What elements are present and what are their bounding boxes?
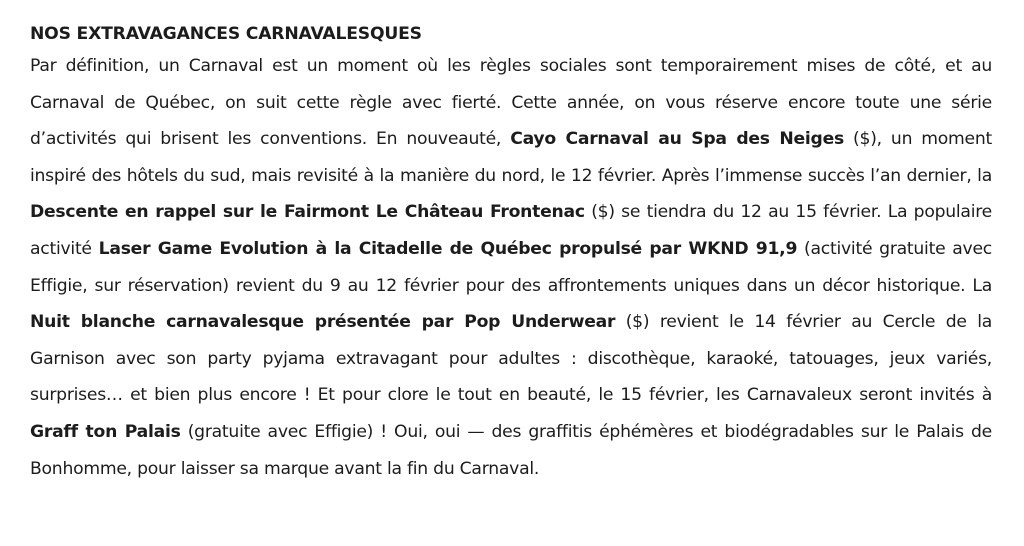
event-name-descente-rappel: Descente en rappel sur le Fairmont Le Château Frontenac <box>30 202 585 223</box>
event-name-laser-game: Laser Game Evolution à la Citadelle de Québec propulsé par WKND 91,9 <box>98 238 798 259</box>
section-heading: NOS EXTRAVAGANCES CARNAVALESQUES <box>30 24 422 44</box>
event-name-nuit-blanche: Nuit blanche carnavalesque présentée par Pop Underwear <box>30 312 616 333</box>
paragraph-text: ($), un moment inspiré des hôtels du sud, mais revisité à la manière du nord, le 12 février. Après l’immense succès l’an dernier, la <box>30 129 992 186</box>
paragraph-text: (gratuite avec Effigie) ! Oui, oui — des graffitis éphémères et biodégradables sur le Palais de Bonhomme, pour laisser sa marque avant la fin du Carnaval. <box>30 421 992 479</box>
article-section <box>30 20 992 487</box>
paragraph-text: ($) se tiendra du 12 au 15 février. La populaire activité <box>30 202 992 259</box>
paragraph-text: (activité gratuite avec Effigie, sur réservation) revient du 9 au 12 février pour des affrontements uniques dans un décor historique. La <box>30 238 993 296</box>
paragraph-text: ($) revient le 14 février au Cercle de la Garnison avec son party pyjama extravagant pour adultes : discothèque, karaoké, tatouages, jeux variés, surprises… et bien plus encore ! Et pour clore le tout en beauté, le 15 février, les Carnavaleux seront invités à <box>30 312 992 406</box>
paragraph-text: Par définition, un Carnaval est un moment où les règles sociales sont temporairement mises de côté, et au Carnaval de Québec, on suit cette règle avec fierté. Cette année, on vous réserve encore toute une série d’activités qui brisent les conventions. En nouveauté, <box>30 56 992 150</box>
event-name-graff-ton-palais: Graff ton Palais <box>30 421 181 442</box>
event-name-cayo-carnaval: Cayo Carnaval au Spa des Neiges <box>510 129 844 150</box>
body-paragraph <box>30 48 992 487</box>
